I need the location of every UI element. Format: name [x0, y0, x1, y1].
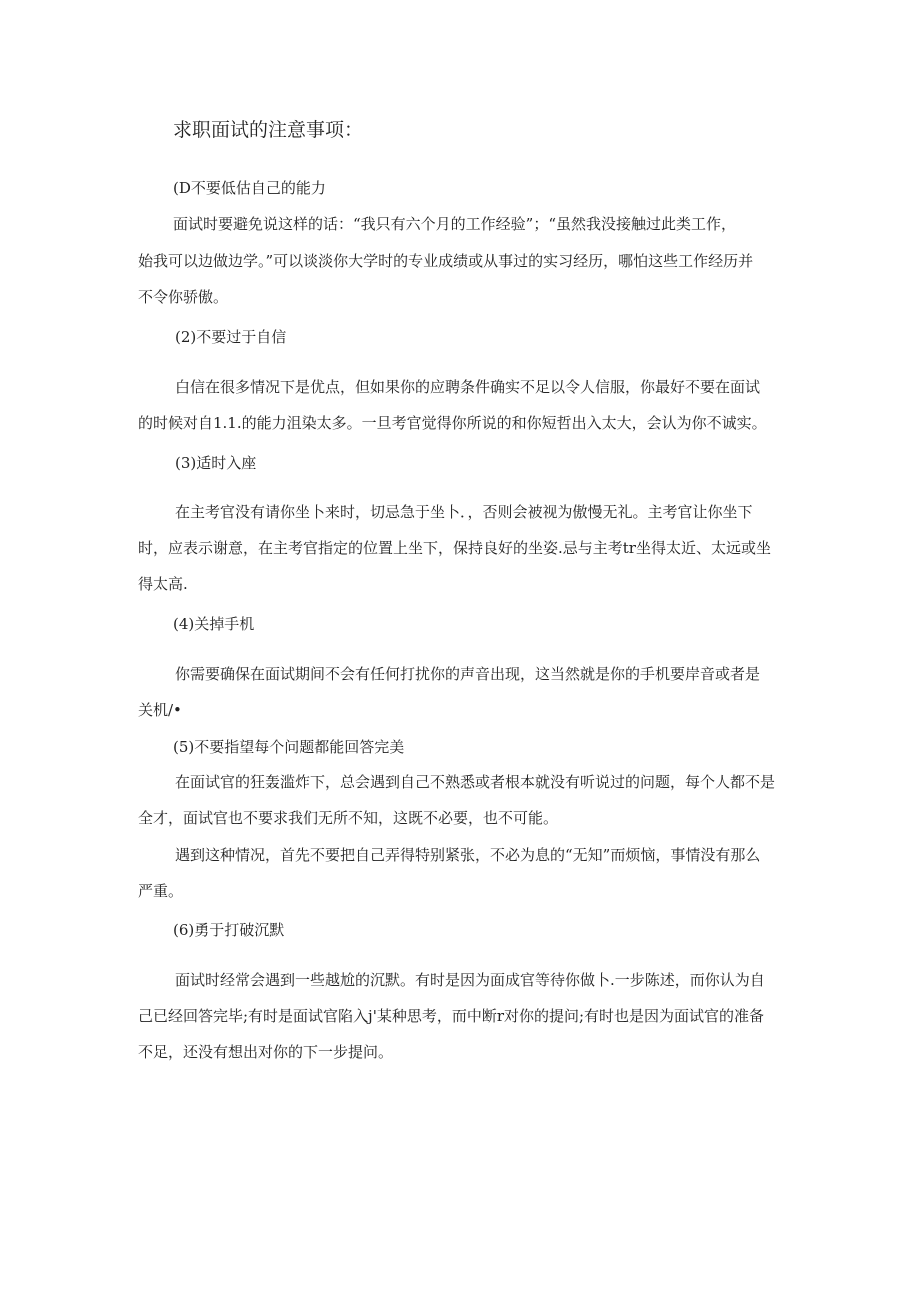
body-line: 你需要确保在面试期间不会有任何打扰你的声音出现，这当然就是你的手机要岸音或者是 [175, 665, 761, 683]
body-line: 的时候对自1.1.的能力沮染太多。一旦考官觉得你所说的和你短哲出入太大，会认为你不诚实。 [138, 414, 767, 432]
body-line: 不令你骄傲。 [138, 288, 229, 306]
body-line: 遇到这种情况，首先不要把自己弄得特别紧张，不必为息的“无知”而烦恼，事情没有那么 [175, 846, 761, 864]
body-line: 在面试官的狂轰滥炸下，总会遇到自己不熟悉或者根本就没有听说过的问题，每个人都不是 [175, 773, 776, 791]
body-line: 始我可以边做边学。”可以谈淡你大学时的专业成绩或从事过的实习经历，哪怕这些工作经历并 [138, 252, 754, 270]
body-line: 不足，还没有想出对你的下一步提问。 [138, 1043, 394, 1061]
body-line: 时，应表示谢意，在主考官指定的位置上坐下，保持良好的坐姿.忌与主考tr坐得太近、太远或坐 [138, 539, 771, 557]
body-line: 面试时经常会遇到一些越尬的沉默。有时是因为面成官等待你做卜.一步陈述，而你认为自 [175, 971, 765, 989]
section-heading: (6)勇于打破沉默 [173, 921, 285, 939]
body-line: 关机/• [138, 701, 182, 719]
section-heading: (4)关掉手机 [173, 615, 255, 633]
page-title: 求职面试的注意事项： [173, 119, 364, 141]
body-line: 己已经回答完毕;有时是面试官陷入j'某种思考，而中断r对你的提问;有时也是因为面试官的准备 [138, 1007, 765, 1025]
body-line: 面试时要避免说这样的话：“我只有六个月的工作经验”；“虽然我没接触过此类工作， [173, 215, 737, 233]
body-line: 白信在很多情况下是优点，但如果你的应聘条件确实不足以令人信服，你最好不要在面试 [175, 378, 761, 396]
section-heading: (D不要低估自己的能力 [173, 179, 326, 197]
body-line: 在主考官没有请你坐卜来时，切忌急于坐卜．，否则会被视为傲慢无礼。主考官让你坐下 [175, 503, 753, 521]
section-heading: (5)不要指望每个问题都能回答完美 [173, 738, 405, 756]
body-line: 严重。 [138, 882, 184, 900]
body-line: 得太高. [138, 575, 188, 593]
body-line: 全才，面试官也不要求我们无所不知，这既不必要，也不可能。 [138, 809, 559, 827]
section-heading: (3)适时入座 [175, 454, 257, 472]
section-heading: (2)不要过于自信 [175, 328, 287, 346]
